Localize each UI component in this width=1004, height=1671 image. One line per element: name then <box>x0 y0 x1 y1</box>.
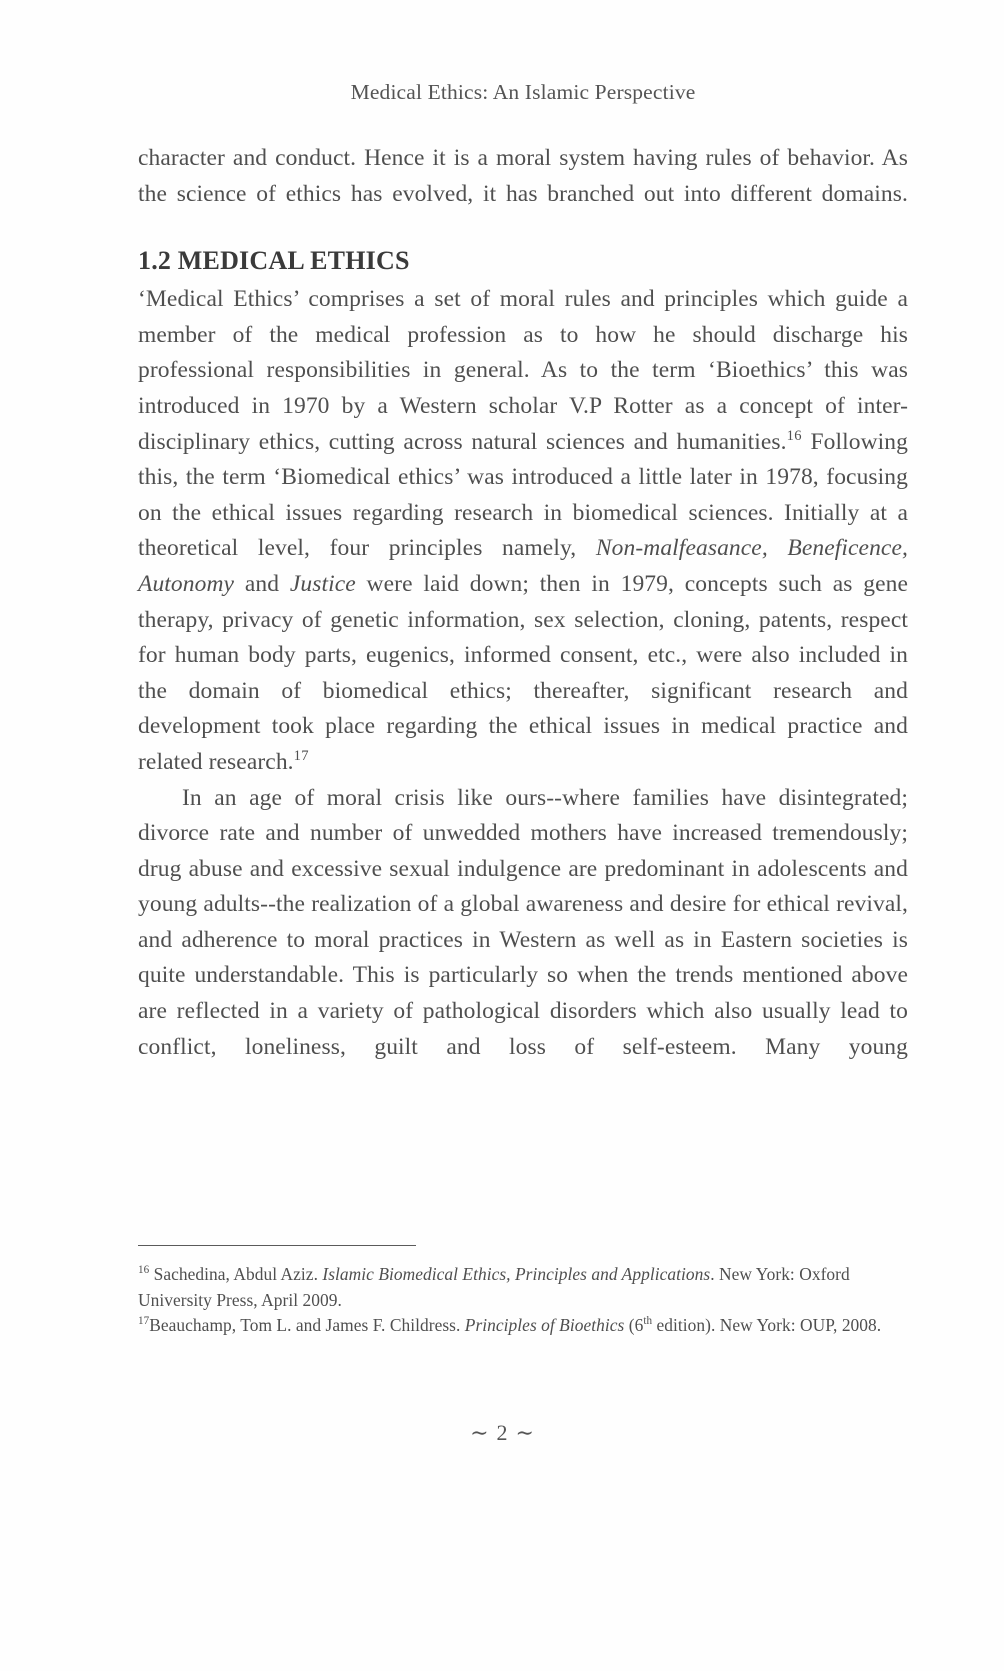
footnote-17-title: Principles of Bioethics <box>464 1315 625 1335</box>
page-number-left-ornament: ∼ <box>470 1420 489 1445</box>
footnote-16 <box>138 1262 908 1313</box>
paragraph-medical-ethics <box>138 282 908 780</box>
paragraph-text-part-3: and <box>234 570 290 597</box>
footnote-separator-rule <box>138 1245 416 1246</box>
paragraph-text-part-1: ‘Medical Ethics’ comprises a set of moral rules and principles which guide a member of the medical profession as to how he should discharge his professional responsibilities in general. As to the term ‘Bioethics’ this was introduced in 1970 by a Western scholar V.P Rotter as a concept of inter-disciplinary ethics, cutting across natural sciences and humanities. <box>138 286 908 455</box>
paragraph-moral-crisis: In an age of moral crisis like ours--where families have disintegrated; divorce rate and number of unwedded mothers have increased tremendously; drug abuse and excessive sexual indulgence are predominant in adolescents and young adults--the realization of a global awareness and desire for ethical revival, and adherence to moral practices in Western as well as in Eastern societies is quite understandable. This is particularly so when the trends mentioned above are reflected in a variety of pathological disorders which also usually lead to conflict, loneliness, guilt and loss of self-esteem. Many young <box>138 784 908 1060</box>
footnote-16-text-after: . New York: Oxford University Press, April 2009. <box>138 1264 850 1310</box>
body-text-block <box>138 141 908 1065</box>
footnote-reference-16: 16 <box>786 427 802 444</box>
footnote-marker-16: 16 <box>138 1264 150 1277</box>
footnote-17-ordinal: th <box>643 1315 653 1328</box>
paragraph-text-part-4: were laid down; then in 1979, concepts such as gene therapy, privacy of genetic information, sex selection, cloning, patents, respect for human body parts, eugenics, informed consent, etc., were also included in the domain of biomedical ethics; thereafter, significant research and development took place regarding the ethical issues in medical practice and related research. <box>138 570 909 775</box>
page-number-right-ornament: ∼ <box>515 1420 534 1445</box>
page-content <box>138 0 908 1065</box>
page-number <box>0 1420 1004 1446</box>
footnote-reference-17: 17 <box>293 748 309 765</box>
section-heading: 1.2 MEDICAL ETHICS <box>138 246 410 276</box>
page-number-value: 2 <box>496 1420 508 1445</box>
paragraph-text-part-2: Following this, the term ‘Biomedical ethics’ was introduced a little later in 1978, focusing on the ethical issues regarding research in biomedical sciences. Initially at a theoretical level, four principles namely, <box>138 428 908 562</box>
footnote-area <box>138 1245 908 1339</box>
footnote-marker-17: 17 <box>138 1315 150 1328</box>
italic-term-justice: Justice <box>289 570 356 597</box>
footnote-17-text-after-a: (6 <box>624 1315 644 1335</box>
running-head: Medical Ethics: An Islamic Perspective <box>350 80 696 104</box>
footnote-16-text-before: Sachedina, Abdul Aziz. <box>149 1264 323 1284</box>
footnote-17 <box>138 1313 908 1339</box>
paragraph-continued: character and conduct. Hence it is a moral system having rules of behavior. As the science of ethics has evolved, it has branched out into different domains. <box>138 145 908 207</box>
italic-term-principles: Non-malfeasance, Beneficence, Autonomy <box>138 535 908 597</box>
footnote-17-text-before: Beauchamp, Tom L. and James F. Childress. <box>149 1315 465 1335</box>
footnote-16-title: Islamic Biomedical Ethics, Principles and Applications <box>322 1264 711 1284</box>
footnote-17-text-after-b: edition). New York: OUP, 2008. <box>652 1315 882 1335</box>
